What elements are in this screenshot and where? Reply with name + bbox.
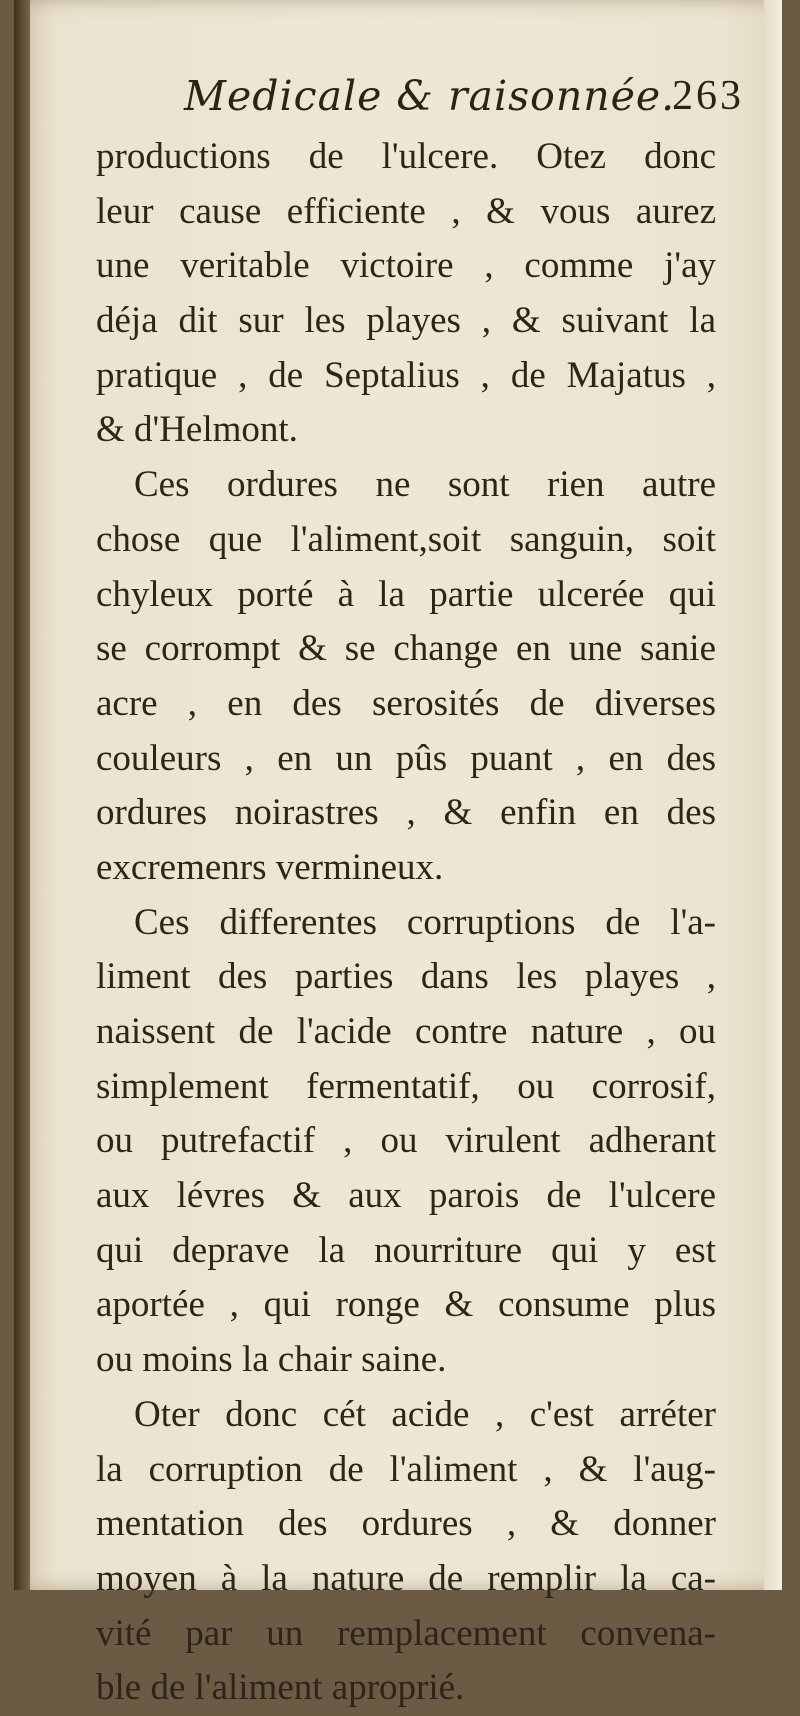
paragraph-start-line: Ces differentes corruptions de l'a- — [134, 901, 716, 943]
book-page — [14, 0, 782, 1709]
page-number: 263 — [672, 73, 744, 119]
text-line: chose que l'aliment,soit sanguin, soit — [96, 518, 716, 560]
text-line: simplement fermentatif, ou corrosif, — [96, 1065, 716, 1107]
book-spine-shadow — [14, 0, 30, 1590]
text-line: vité par un remplacement convena- — [96, 1612, 716, 1654]
text-line: ordures noirastres , & enfin en des — [96, 792, 716, 834]
text-line: & d'Helmont. — [96, 409, 298, 451]
text-line: se corrompt & se change en une sanie — [96, 628, 716, 670]
text-line: mentation des ordures , & donner — [96, 1503, 716, 1545]
text-line: une veritable victoire , comme j'ay — [96, 245, 716, 287]
text-line: acre , en des serosités de diverses — [96, 682, 716, 724]
text-line: pratique , de Septalius , de Majatus , — [96, 354, 716, 396]
page-header — [184, 72, 744, 132]
text-line: excremenrs vermineux. — [96, 846, 444, 888]
text-line: leur cause efficiente , & vous aurez — [96, 190, 716, 232]
text-line: ou moins la chair saine. — [96, 1339, 447, 1381]
text-line: moyen à la nature de remplir la ca- — [96, 1557, 716, 1599]
text-line: déja dit sur les playes , & suivant la — [96, 300, 716, 342]
text-line: ble de l'aliment aproprié. — [96, 1667, 465, 1709]
text-line: liment des parties dans les playes , — [96, 956, 716, 998]
body-text — [96, 130, 716, 1716]
text-line: productions de l'ulcere. Otez donc — [96, 136, 716, 177]
paragraph-start-line: Oter donc cét acide , c'est arréter — [134, 1393, 716, 1435]
text-line: chyleux porté à la partie ulcerée qui — [96, 573, 716, 615]
running-title: Medicale & raisonnée. — [184, 72, 676, 120]
paragraph-start-line: Ces ordures ne sont rien autre — [134, 464, 716, 506]
text-line: aux lévres & aux parois de l'ulcere — [96, 1175, 716, 1217]
text-line: qui deprave la nourriture qui y est — [96, 1229, 716, 1271]
text-line: ou putrefactif , ou virulent adherant — [96, 1120, 716, 1162]
text-line: aportée , qui ronge & consume plus — [96, 1284, 716, 1326]
text-line: la corruption de l'aliment , & l'aug- — [96, 1448, 716, 1490]
page-edge — [764, 0, 782, 1590]
text-line: naissent de l'acide contre nature , ou — [96, 1011, 716, 1052]
text-line: couleurs , en un pûs puant , en des — [96, 737, 716, 779]
